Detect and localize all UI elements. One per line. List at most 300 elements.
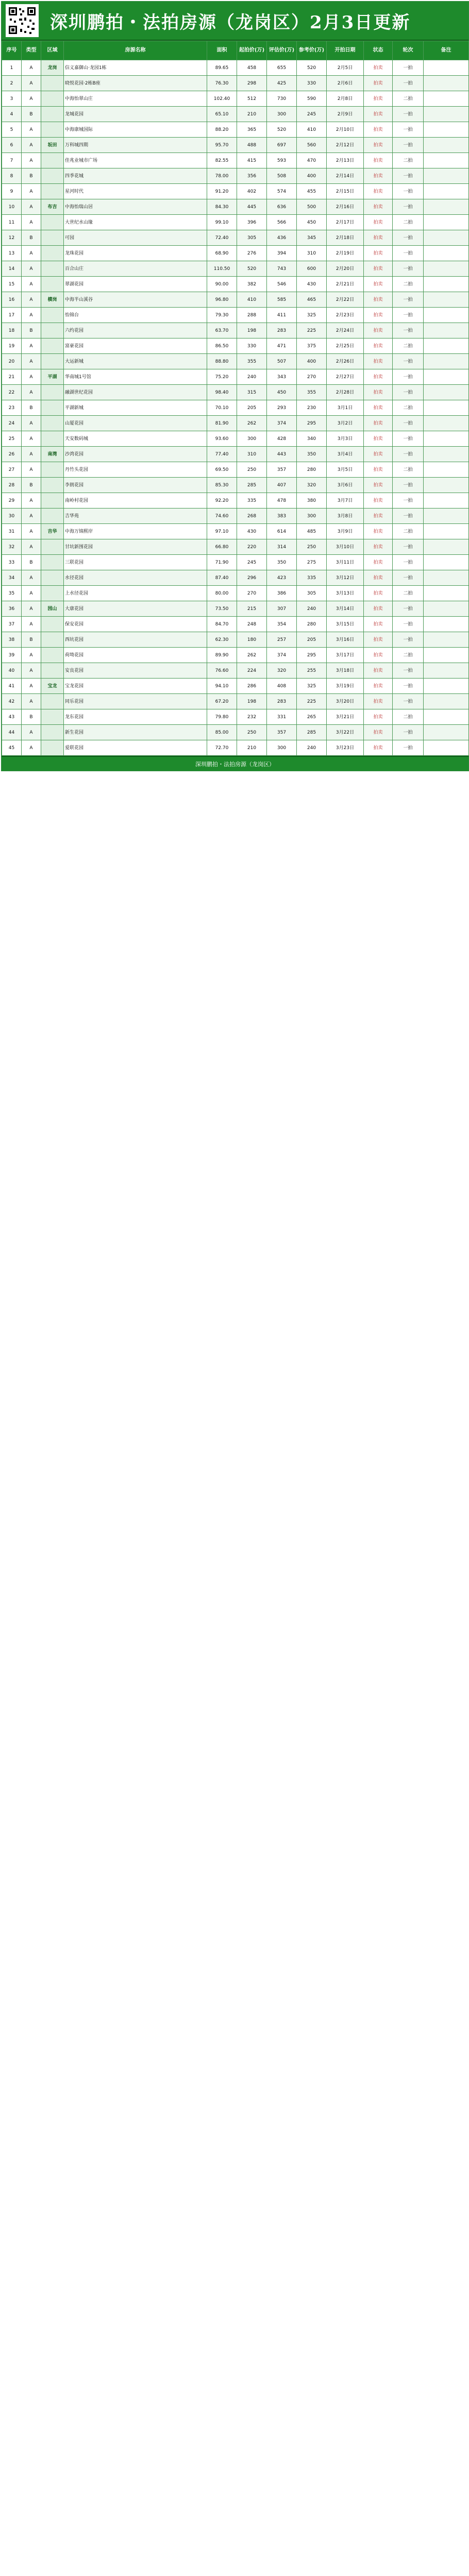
- status-cell: 拍卖: [364, 740, 393, 756]
- area-cell: 横岗: [41, 292, 64, 308]
- size-cell: 80.00: [207, 586, 237, 601]
- row-number: 36: [2, 601, 22, 617]
- table-row: [2, 230, 469, 246]
- ref-price-cell: 400: [297, 168, 327, 184]
- table-row: [2, 184, 469, 199]
- type-cell: A: [22, 277, 41, 292]
- auction-date-cell: 2月17日: [327, 215, 364, 230]
- size-cell: 89.65: [207, 60, 237, 76]
- auction-date-cell: 3月3日: [327, 431, 364, 447]
- type-cell: A: [22, 60, 41, 76]
- note-cell: [424, 60, 469, 76]
- row-number: 27: [2, 462, 22, 478]
- area-cell: [41, 462, 64, 478]
- type-cell: B: [22, 323, 41, 338]
- area-cell: [41, 184, 64, 199]
- row-number: 44: [2, 725, 22, 740]
- size-cell: 76.30: [207, 76, 237, 91]
- note-cell: [424, 663, 469, 679]
- auction-date-cell: 3月16日: [327, 632, 364, 648]
- status-cell: 拍卖: [364, 292, 393, 308]
- note-cell: [424, 740, 469, 756]
- size-cell: 79.30: [207, 308, 237, 323]
- auction-date-cell: 3月17日: [327, 648, 364, 663]
- round-cell: 一拍: [393, 679, 424, 694]
- area-cell: [41, 586, 64, 601]
- eval-price-cell: 283: [267, 694, 297, 709]
- status-cell: 拍卖: [364, 91, 393, 107]
- page-banner: [2, 2, 468, 41]
- table-row: [2, 292, 469, 308]
- table-header-row: [2, 41, 469, 60]
- round-cell: 二拍: [393, 215, 424, 230]
- type-cell: A: [22, 462, 41, 478]
- type-cell: B: [22, 709, 41, 725]
- round-cell: 一拍: [393, 199, 424, 215]
- type-cell: A: [22, 184, 41, 199]
- row-number: 5: [2, 122, 22, 138]
- start-price-cell: 298: [237, 76, 267, 91]
- size-cell: 67.20: [207, 694, 237, 709]
- round-cell: 一拍: [393, 493, 424, 509]
- start-price-cell: 248: [237, 617, 267, 632]
- table-row: [2, 679, 469, 694]
- status-cell: 拍卖: [364, 107, 393, 122]
- ref-price-cell: 520: [297, 60, 327, 76]
- auction-date-cell: 2月27日: [327, 369, 364, 385]
- eval-price-cell: 257: [267, 632, 297, 648]
- start-price-cell: 305: [237, 230, 267, 246]
- area-cell: [41, 277, 64, 292]
- note-cell: [424, 369, 469, 385]
- type-cell: A: [22, 308, 41, 323]
- type-cell: A: [22, 509, 41, 524]
- header-cell: 评估价(万): [267, 41, 297, 60]
- auction-date-cell: 2月10日: [327, 122, 364, 138]
- table-row: [2, 400, 469, 416]
- note-cell: [424, 709, 469, 725]
- listing-name: 同乐花园: [64, 694, 207, 709]
- auction-date-cell: 3月22日: [327, 725, 364, 740]
- auction-date-cell: 3月1日: [327, 400, 364, 416]
- size-cell: 82.55: [207, 153, 237, 168]
- table-row: [2, 694, 469, 709]
- round-cell: 一拍: [393, 230, 424, 246]
- auction-date-cell: 3月8日: [327, 509, 364, 524]
- type-cell: A: [22, 431, 41, 447]
- size-cell: 86.50: [207, 338, 237, 354]
- eval-price-cell: 478: [267, 493, 297, 509]
- start-price-cell: 365: [237, 122, 267, 138]
- note-cell: [424, 246, 469, 261]
- listing-name: 大运新城: [64, 354, 207, 369]
- note-cell: [424, 199, 469, 215]
- eval-price-cell: 593: [267, 153, 297, 168]
- size-cell: 73.50: [207, 601, 237, 617]
- round-cell: 一拍: [393, 570, 424, 586]
- size-cell: 96.80: [207, 292, 237, 308]
- status-cell: 拍卖: [364, 199, 393, 215]
- size-cell: 88.20: [207, 122, 237, 138]
- area-cell: [41, 323, 64, 338]
- ref-price-cell: 375: [297, 338, 327, 354]
- auction-date-cell: 2月19日: [327, 246, 364, 261]
- row-number: 7: [2, 153, 22, 168]
- ref-price-cell: 350: [297, 447, 327, 462]
- status-cell: 拍卖: [364, 555, 393, 570]
- size-cell: 84.70: [207, 617, 237, 632]
- type-cell: A: [22, 617, 41, 632]
- start-price-cell: 488: [237, 138, 267, 153]
- round-cell: 二拍: [393, 709, 424, 725]
- size-cell: 78.00: [207, 168, 237, 184]
- ref-price-cell: 225: [297, 323, 327, 338]
- listing-name: 安良花园: [64, 663, 207, 679]
- listing-name: 三联花园: [64, 555, 207, 570]
- status-cell: 拍卖: [364, 586, 393, 601]
- size-cell: 91.20: [207, 184, 237, 199]
- note-cell: [424, 524, 469, 539]
- eval-price-cell: 411: [267, 308, 297, 323]
- listing-name: 龙城花园: [64, 107, 207, 122]
- note-cell: [424, 462, 469, 478]
- status-cell: 拍卖: [364, 277, 393, 292]
- eval-price-cell: 300: [267, 740, 297, 756]
- header-cell: 状态: [364, 41, 393, 60]
- table-row: [2, 601, 469, 617]
- round-cell: 二拍: [393, 153, 424, 168]
- table-row: [2, 168, 469, 184]
- ref-price-cell: 335: [297, 570, 327, 586]
- start-price-cell: 330: [237, 338, 267, 354]
- size-cell: 72.40: [207, 230, 237, 246]
- area-cell: 布吉: [41, 199, 64, 215]
- round-cell: 一拍: [393, 246, 424, 261]
- type-cell: A: [22, 292, 41, 308]
- row-number: 13: [2, 246, 22, 261]
- table-row: [2, 323, 469, 338]
- type-cell: A: [22, 122, 41, 138]
- row-number: 40: [2, 663, 22, 679]
- table-row: [2, 478, 469, 493]
- table-row: [2, 277, 469, 292]
- note-cell: [424, 338, 469, 354]
- auction-date-cell: 2月20日: [327, 261, 364, 277]
- table-row: [2, 308, 469, 323]
- note-cell: [424, 308, 469, 323]
- type-cell: A: [22, 215, 41, 230]
- round-cell: 一拍: [393, 663, 424, 679]
- area-cell: [41, 308, 64, 323]
- type-cell: A: [22, 91, 41, 107]
- status-cell: 拍卖: [364, 617, 393, 632]
- area-cell: [41, 261, 64, 277]
- listing-name: 沙湾花园: [64, 447, 207, 462]
- start-price-cell: 382: [237, 277, 267, 292]
- row-number: 1: [2, 60, 22, 76]
- area-cell: [41, 354, 64, 369]
- auction-date-cell: 3月15日: [327, 617, 364, 632]
- auction-date-cell: 2月23日: [327, 308, 364, 323]
- row-number: 35: [2, 586, 22, 601]
- table-row: [2, 447, 469, 462]
- status-cell: 拍卖: [364, 369, 393, 385]
- listing-name: 华南城1号馆: [64, 369, 207, 385]
- note-cell: [424, 122, 469, 138]
- row-number: 23: [2, 400, 22, 416]
- row-number: 2: [2, 76, 22, 91]
- type-cell: B: [22, 168, 41, 184]
- size-cell: 89.90: [207, 648, 237, 663]
- table-row: [2, 648, 469, 663]
- row-number: 4: [2, 107, 22, 122]
- start-price-cell: 220: [237, 539, 267, 555]
- listing-name: 龙东花园: [64, 709, 207, 725]
- type-cell: A: [22, 447, 41, 462]
- eval-price-cell: 520: [267, 122, 297, 138]
- row-number: 41: [2, 679, 22, 694]
- size-cell: 92.20: [207, 493, 237, 509]
- ref-price-cell: 230: [297, 400, 327, 416]
- start-price-cell: 205: [237, 400, 267, 416]
- status-cell: 拍卖: [364, 447, 393, 462]
- type-cell: A: [22, 138, 41, 153]
- round-cell: 一拍: [393, 694, 424, 709]
- listing-name: 西坑花园: [64, 632, 207, 648]
- round-cell: 一拍: [393, 60, 424, 76]
- start-price-cell: 210: [237, 740, 267, 756]
- ref-price-cell: 285: [297, 725, 327, 740]
- auction-date-cell: 2月22日: [327, 292, 364, 308]
- size-cell: 69.50: [207, 462, 237, 478]
- eval-price-cell: 655: [267, 60, 297, 76]
- ref-price-cell: 295: [297, 648, 327, 663]
- area-cell: [41, 385, 64, 400]
- eval-price-cell: 585: [267, 292, 297, 308]
- size-cell: 93.60: [207, 431, 237, 447]
- start-price-cell: 210: [237, 107, 267, 122]
- start-price-cell: 285: [237, 478, 267, 493]
- eval-price-cell: 331: [267, 709, 297, 725]
- ref-price-cell: 600: [297, 261, 327, 277]
- auction-date-cell: 3月21日: [327, 709, 364, 725]
- round-cell: 二拍: [393, 524, 424, 539]
- listing-name: 南岭村花园: [64, 493, 207, 509]
- row-number: 3: [2, 91, 22, 107]
- status-cell: 拍卖: [364, 524, 393, 539]
- note-cell: [424, 76, 469, 91]
- table-row: [2, 632, 469, 648]
- note-cell: [424, 153, 469, 168]
- eval-price-cell: 283: [267, 323, 297, 338]
- row-number: 9: [2, 184, 22, 199]
- ref-price-cell: 345: [297, 230, 327, 246]
- header-cell: 类型: [22, 41, 41, 60]
- type-cell: A: [22, 338, 41, 354]
- area-cell: [41, 555, 64, 570]
- listing-name: 百合山庄: [64, 261, 207, 277]
- eval-price-cell: 508: [267, 168, 297, 184]
- eval-price-cell: 314: [267, 539, 297, 555]
- status-cell: 拍卖: [364, 215, 393, 230]
- size-cell: 87.40: [207, 570, 237, 586]
- ref-price-cell: 400: [297, 354, 327, 369]
- auction-date-cell: 3月6日: [327, 478, 364, 493]
- start-price-cell: 250: [237, 725, 267, 740]
- table-row: [2, 338, 469, 354]
- round-cell: 一拍: [393, 323, 424, 338]
- header-cell: 轮次: [393, 41, 424, 60]
- auction-date-cell: 2月16日: [327, 199, 364, 215]
- round-cell: 一拍: [393, 601, 424, 617]
- auction-date-cell: 3月7日: [327, 493, 364, 509]
- status-cell: 拍卖: [364, 338, 393, 354]
- auction-date-cell: 3月14日: [327, 601, 364, 617]
- listing-name: 星河时代: [64, 184, 207, 199]
- status-cell: 拍卖: [364, 509, 393, 524]
- status-cell: 拍卖: [364, 323, 393, 338]
- round-cell: 二拍: [393, 400, 424, 416]
- round-cell: 一拍: [393, 138, 424, 153]
- table-row: [2, 740, 469, 756]
- note-cell: [424, 184, 469, 199]
- note-cell: [424, 400, 469, 416]
- listing-name: 万科城四期: [64, 138, 207, 153]
- size-cell: 95.70: [207, 138, 237, 153]
- table-row: [2, 122, 469, 138]
- size-cell: 70.10: [207, 400, 237, 416]
- eval-price-cell: 357: [267, 462, 297, 478]
- row-number: 12: [2, 230, 22, 246]
- table-row: [2, 509, 469, 524]
- note-cell: [424, 107, 469, 122]
- note-cell: [424, 323, 469, 338]
- listing-name: 水径花园: [64, 570, 207, 586]
- header-cell: 参考价(万): [297, 41, 327, 60]
- start-price-cell: 410: [237, 292, 267, 308]
- table-row: [2, 524, 469, 539]
- size-cell: 94.10: [207, 679, 237, 694]
- note-cell: [424, 416, 469, 431]
- round-cell: 一拍: [393, 261, 424, 277]
- page-title: 深圳鹏拍・法拍房源（龙岗区）2月3日更新: [50, 12, 411, 33]
- auction-date-cell: 2月15日: [327, 184, 364, 199]
- type-cell: A: [22, 199, 41, 215]
- listing-name: 中海怡翠山庄: [64, 91, 207, 107]
- row-number: 15: [2, 277, 22, 292]
- type-cell: B: [22, 107, 41, 122]
- area-cell: [41, 509, 64, 524]
- auction-date-cell: 2月28日: [327, 385, 364, 400]
- auction-date-cell: 3月2日: [327, 416, 364, 431]
- type-cell: A: [22, 354, 41, 369]
- type-cell: A: [22, 586, 41, 601]
- header-cell: 起拍价(万): [237, 41, 267, 60]
- start-price-cell: 268: [237, 509, 267, 524]
- status-cell: 拍卖: [364, 431, 393, 447]
- row-number: 32: [2, 539, 22, 555]
- round-cell: 一拍: [393, 76, 424, 91]
- start-price-cell: 520: [237, 261, 267, 277]
- listing-name: 可园: [64, 230, 207, 246]
- start-price-cell: 232: [237, 709, 267, 725]
- start-price-cell: 445: [237, 199, 267, 215]
- note-cell: [424, 277, 469, 292]
- start-price-cell: 396: [237, 215, 267, 230]
- listing-name: 翠湖花园: [64, 277, 207, 292]
- eval-price-cell: 566: [267, 215, 297, 230]
- listing-name: 吉华苑: [64, 509, 207, 524]
- ref-price-cell: 250: [297, 539, 327, 555]
- auction-date-cell: 2月8日: [327, 91, 364, 107]
- ref-price-cell: 325: [297, 679, 327, 694]
- type-cell: A: [22, 539, 41, 555]
- start-price-cell: 270: [237, 586, 267, 601]
- table-row: [2, 76, 469, 91]
- ref-price-cell: 590: [297, 91, 327, 107]
- note-cell: [424, 632, 469, 648]
- size-cell: 85.00: [207, 725, 237, 740]
- table-row: [2, 462, 469, 478]
- type-cell: A: [22, 246, 41, 261]
- round-cell: 一拍: [393, 539, 424, 555]
- area-cell: [41, 632, 64, 648]
- eval-price-cell: 425: [267, 76, 297, 91]
- auction-date-cell: 2月12日: [327, 138, 364, 153]
- area-cell: [41, 91, 64, 107]
- size-cell: 81.90: [207, 416, 237, 431]
- auction-date-cell: 2月25日: [327, 338, 364, 354]
- row-number: 25: [2, 431, 22, 447]
- table-row: [2, 539, 469, 555]
- round-cell: 一拍: [393, 369, 424, 385]
- size-cell: 65.10: [207, 107, 237, 122]
- row-number: 37: [2, 617, 22, 632]
- auction-date-cell: 3月4日: [327, 447, 364, 462]
- size-cell: 68.90: [207, 246, 237, 261]
- ref-price-cell: 430: [297, 277, 327, 292]
- table-row: [2, 215, 469, 230]
- area-cell: [41, 338, 64, 354]
- listing-name: 中海万锦熙岸: [64, 524, 207, 539]
- listing-name: 丹竹头花园: [64, 462, 207, 478]
- start-price-cell: 198: [237, 694, 267, 709]
- status-cell: 拍卖: [364, 694, 393, 709]
- table-row: [2, 555, 469, 570]
- table-row: [2, 586, 469, 601]
- listing-name: 保安花园: [64, 617, 207, 632]
- ref-price-cell: 300: [297, 509, 327, 524]
- auction-date-cell: 2月26日: [327, 354, 364, 369]
- note-cell: [424, 478, 469, 493]
- eval-price-cell: 383: [267, 509, 297, 524]
- area-cell: 宝龙: [41, 679, 64, 694]
- area-cell: [41, 725, 64, 740]
- ref-price-cell: 320: [297, 478, 327, 493]
- ref-price-cell: 310: [297, 246, 327, 261]
- round-cell: 二拍: [393, 586, 424, 601]
- eval-price-cell: 423: [267, 570, 297, 586]
- note-cell: [424, 648, 469, 663]
- note-cell: [424, 447, 469, 462]
- auction-date-cell: 3月13日: [327, 586, 364, 601]
- eval-price-cell: 386: [267, 586, 297, 601]
- table-row: [2, 663, 469, 679]
- listing-name: 四季花城: [64, 168, 207, 184]
- round-cell: 一拍: [393, 107, 424, 122]
- row-number: 26: [2, 447, 22, 462]
- row-number: 10: [2, 199, 22, 215]
